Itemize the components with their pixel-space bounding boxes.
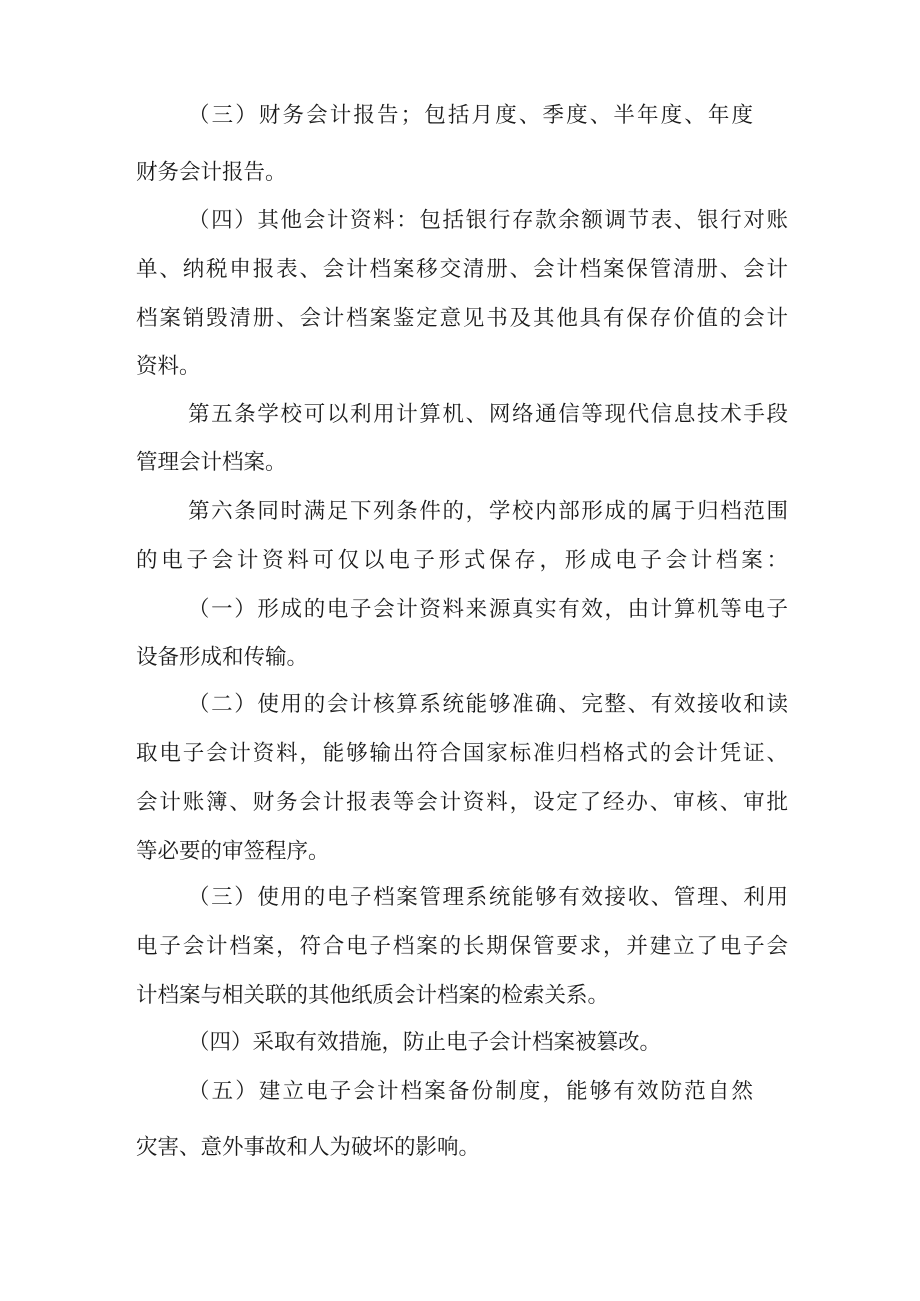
article-6-line-1: 第六条同时满足下列条件的，学校内部形成的属于归档范围: [188, 499, 788, 524]
paragraph-other-materials-line-1: （四）其他会计资料：包括银行存款余额调节表、银行对账: [188, 208, 788, 233]
condition-1-line-2: 设备形成和传输。: [136, 645, 309, 670]
article-5-line-2: 管理会计档案。: [136, 450, 287, 475]
condition-2-line-1: （二）使用的会计核算系统能够准确、完整、有效接收和读: [188, 692, 788, 717]
paragraph-other-materials-line-2: 单、纳税申报表、会计档案移交清册、会计档案保管清册、会计: [136, 257, 788, 282]
paragraph-other-materials-line-4: 资料。: [136, 354, 201, 379]
article-6-line-2: 的电子会计资料可仅以电子形式保存，形成电子会计档案：: [136, 548, 788, 573]
paragraph-other-materials-line-3: 档案销毁清册、会计档案鉴定意见书及其他具有保存价值的会计: [136, 306, 788, 331]
condition-1-line-1: （一）形成的电子会计资料来源真实有效，由计算机等电子: [188, 597, 788, 622]
condition-2-line-2: 取电子会计资料，能够输出符合国家标准归档格式的会计凭证、: [136, 741, 788, 766]
paragraph-financial-reports-line-1: （三）财务会计报告；包括月度、季度、半年度、年度: [188, 103, 753, 128]
condition-4-line-1: （四）采取有效措施，防止电子会计档案被篡改。: [188, 1030, 662, 1055]
condition-5-line-2: 灾害、意外事故和人为破坏的影响。: [136, 1135, 481, 1160]
condition-2-line-4: 等必要的审签程序。: [136, 839, 330, 864]
article-5-line-1: 第五条学校可以利用计算机、网络通信等现代信息技术手段: [188, 402, 788, 427]
condition-3-line-2: 电子会计档案，符合电子档案的长期保管要求，并建立了电子会: [136, 934, 788, 959]
condition-2-line-3: 会计账簿、财务会计报表等会计资料，设定了经办、审核、审批: [136, 790, 788, 815]
condition-3-line-3: 计档案与相关联的其他纸质会计档案的检索关系。: [136, 983, 610, 1008]
condition-5-line-1: （五）建立电子会计档案备份制度，能够有效防范自然: [188, 1079, 753, 1104]
paragraph-financial-reports-line-2: 财务会计报告。: [136, 160, 287, 185]
condition-3-line-1: （三）使用的电子档案管理系统能够有效接收、管理、利用: [188, 885, 788, 910]
